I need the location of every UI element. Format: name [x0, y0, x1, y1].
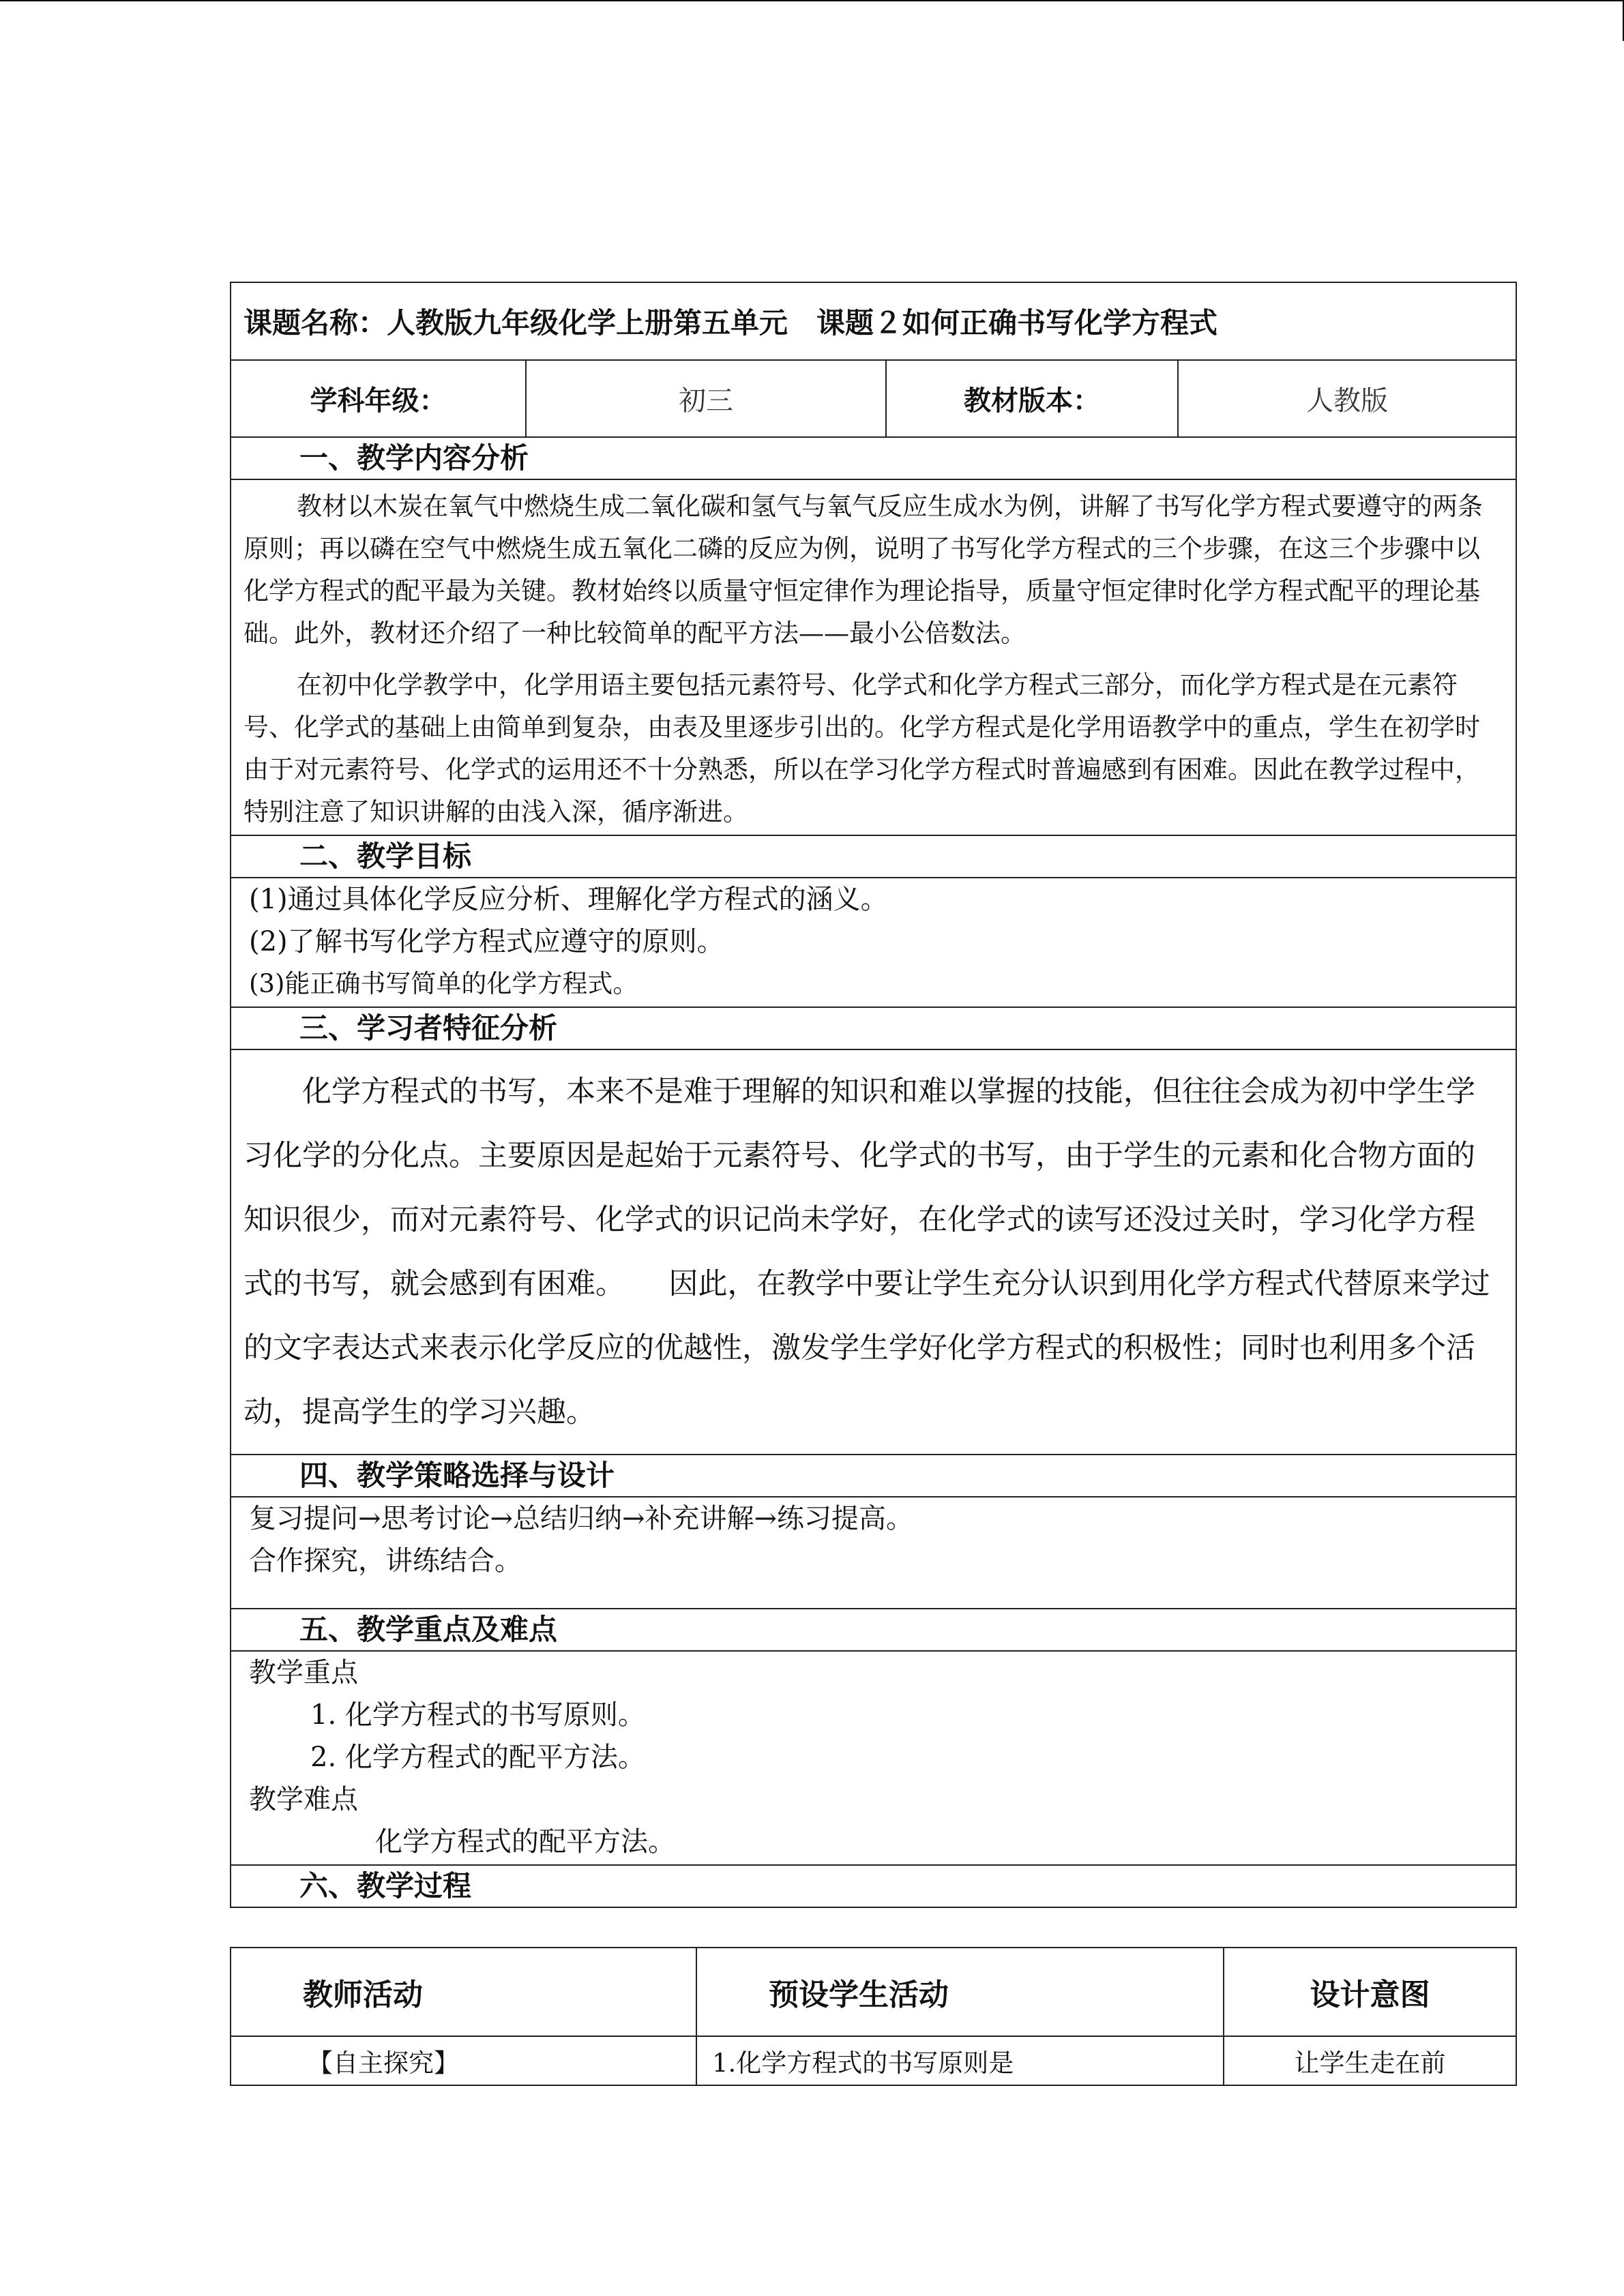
key-point-item-2: 2. 化学方程式的配平方法。	[310, 1742, 645, 1773]
difficult-point-item: 化学方程式的配平方法。	[375, 1826, 675, 1858]
objective-item-1: (1)通过具体化学反应分析、理解化学方程式的涵义。	[249, 884, 888, 915]
subject-grade-value: 初三	[526, 360, 886, 437]
objective-item-2: (2)了解书写化学方程式应遵守的原则。	[249, 926, 724, 957]
key-points-label: 教学重点	[249, 1657, 358, 1688]
row-teacher-activity: 【自主探究】	[231, 2036, 696, 2085]
section-process-heading: 六、教学过程	[231, 1865, 1516, 1907]
content-analysis-paragraph-2: 在初中化学教学中，化学用语主要包括元素符号、化学式和化学方程式三部分，而化学方程式是在元素符号、化学式的基础上由简单到复杂，由表及里逐步引出的。化学方程式是化学用语教学中的重点，学生在初学时由于对元素符号、化学式的运用还不十分熟悉，所以在学习化学方程式时普遍感到有困难。因此在教学过程中，特别注意了知识讲解的由浅入深，循序渐进。	[243, 670, 1480, 826]
section-content-analysis-heading: 一、教学内容分析	[231, 437, 1516, 479]
row-student-activity: 1.化学方程式的书写原则是	[696, 2036, 1224, 2085]
header-student-activity: 预设学生活动	[696, 1948, 1224, 2036]
lesson-plan-table	[230, 282, 1517, 1908]
section-objectives-body	[231, 878, 1516, 1007]
row-design-intent: 让学生走在前	[1224, 2036, 1516, 2085]
content-analysis-paragraph-1: 教材以木炭在氧气中燃烧生成二氧化碳和氢气与氧气反应生成水为例，讲解了书写化学方程式要遵守的两条原则；再以磷在空气中燃烧生成五氧化二磷的反应为例，说明了书写化学方程式的三个步骤，在这三个步骤中以化学方程式的配平最为关键。教材始终以质量守恒定律作为理论指导，质量守恒定律时化学方程式配平的理论基础。此外，教材还介绍了一种比较简单的配平方法——最小公倍数法。	[243, 492, 1483, 648]
key-point-item-1: 1. 化学方程式的书写原则。	[310, 1699, 645, 1731]
section-content-analysis-body	[231, 479, 1516, 835]
strategy-line-1: 复习提问→思考讨论→总结归纳→补充讲解→练习提高。	[249, 1503, 914, 1534]
strategy-line-2: 合作探究，讲练结合。	[249, 1545, 522, 1577]
textbook-edition-label: 教材版本：	[886, 360, 1178, 437]
section-strategy-heading: 四、教学策略选择与设计	[231, 1455, 1516, 1497]
section-strategy-body	[231, 1497, 1516, 1609]
section-key-difficult-heading: 五、教学重点及难点	[231, 1609, 1516, 1651]
section-key-difficult-body	[231, 1651, 1516, 1865]
teaching-process-table	[230, 1947, 1517, 2086]
page-top-border	[0, 0, 1624, 1]
objective-item-3: (3)能正确书写简单的化学方程式。	[249, 969, 638, 998]
header-design-intent: 设计意图	[1224, 1948, 1516, 2036]
section-learner-analysis-heading: 三、学习者特征分析	[231, 1007, 1516, 1049]
section-objectives-heading: 二、教学目标	[231, 835, 1516, 878]
learner-analysis-paragraph: 化学方程式的书写，本来不是难于理解的知识和难以掌握的技能，但往往会成为初中学生学习化学的分化点。主要原因是起始于元素符号、化学式的书写，由于学生的元素和化合物方面的知识很少，而对元素符号、化学式的识记尚未学好，在化学式的读写还没过关时，学习化学方程式的书写，就会感到有困难。 因此，在教学中要让学生充分认识到用化学方程式代替原来学过的文字表达式来表示化学反应的优越性，激发学生学好化学方程式的积极性；同时也利用多个活动，提高学生的学习兴趣。	[243, 1075, 1490, 1429]
section-learner-analysis-body	[231, 1049, 1516, 1455]
textbook-edition-value: 人教版	[1178, 360, 1516, 437]
header-teacher-activity: 教师活动	[231, 1948, 696, 2036]
subject-grade-label: 学科年级：	[231, 360, 526, 437]
difficult-points-label: 教学难点	[249, 1784, 358, 1815]
course-title: 课题名称：人教版九年级化学上册第五单元 课题２如何正确书写化学方程式	[231, 282, 1516, 360]
